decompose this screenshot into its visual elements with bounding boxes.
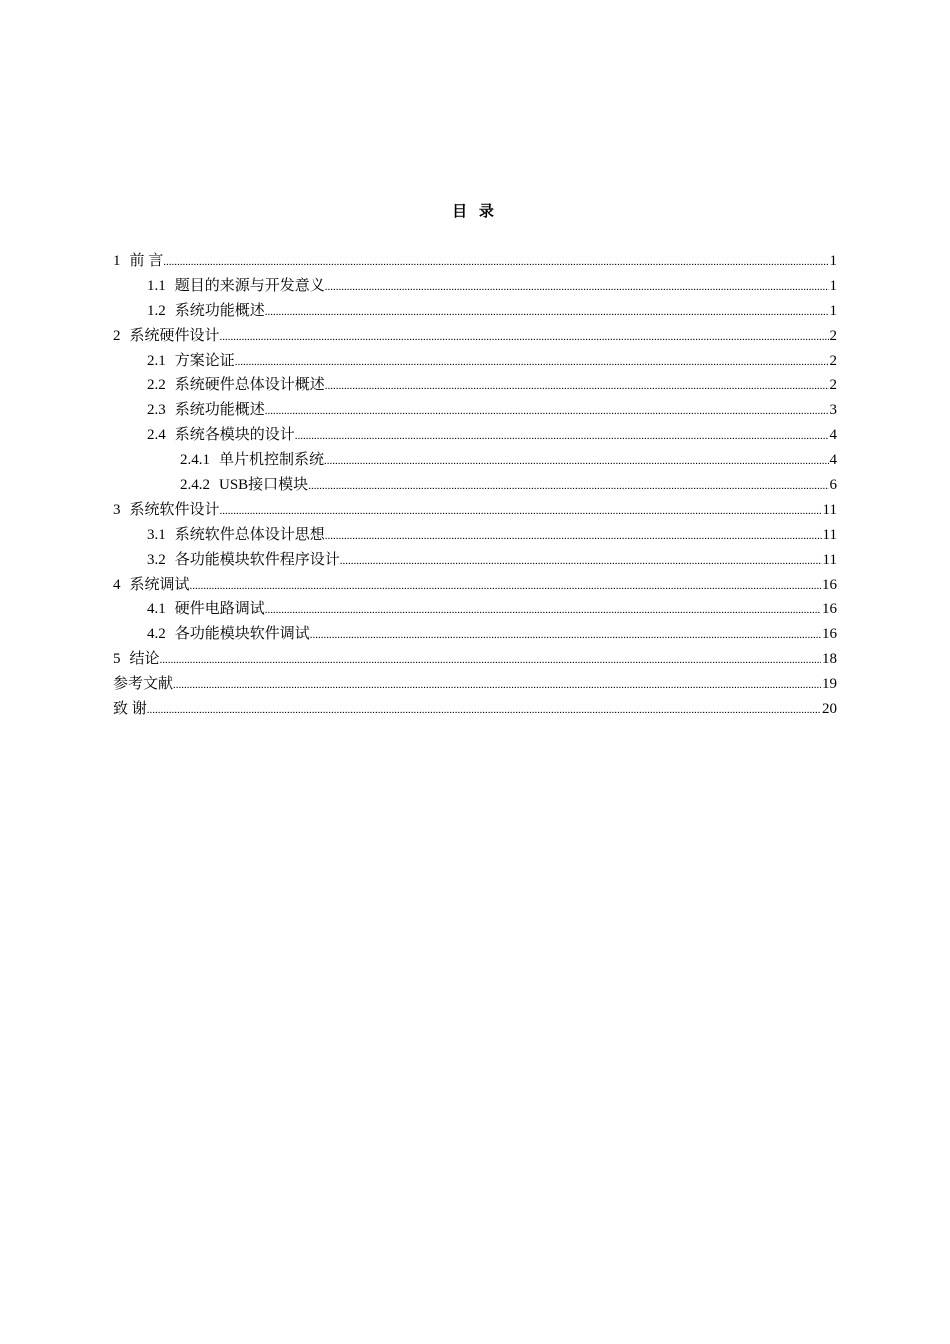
toc-entry-title: 系统功能概述 <box>174 402 265 419</box>
toc-dot-leader <box>190 574 821 599</box>
toc-entry-title: 系统功能概述 <box>174 302 265 319</box>
toc-entry-title: 参考文献 <box>113 676 174 693</box>
toc-entry-number: 1.2 <box>147 302 166 319</box>
toc-entry-number: 4.2 <box>147 626 166 643</box>
toc-entry-number: 4.1 <box>147 601 166 618</box>
toc-dot-leader <box>265 300 829 325</box>
toc-entry-page: 20 <box>822 701 837 718</box>
toc-dot-leader <box>265 399 829 424</box>
toc-entry[interactable] <box>113 349 837 374</box>
toc-dot-leader <box>340 549 822 574</box>
toc-entry[interactable] <box>113 672 837 697</box>
toc-dot-leader <box>173 673 821 698</box>
toc-entry-number: 2.4.2 <box>180 477 210 494</box>
toc-entry-page: 11 <box>822 551 837 568</box>
toc-entry-page: 3 <box>829 402 837 419</box>
toc-dot-leader <box>220 325 829 350</box>
toc-entry[interactable] <box>113 274 837 299</box>
toc-entry-page: 1 <box>829 302 837 319</box>
toc-entry-number: 1.1 <box>147 277 166 294</box>
toc-entry[interactable] <box>113 324 837 349</box>
toc-entry[interactable] <box>113 498 837 523</box>
toc-dot-leader <box>147 698 821 723</box>
toc-entry-number: 2 <box>113 327 121 344</box>
toc-entry-page: 2 <box>829 327 837 344</box>
toc-entry[interactable] <box>113 597 837 622</box>
toc-entry[interactable] <box>113 398 837 423</box>
toc-entry[interactable] <box>113 448 837 473</box>
toc-entry-number: 2.1 <box>147 352 166 369</box>
toc-dot-leader <box>295 424 829 449</box>
toc-dot-leader <box>235 350 829 375</box>
toc-entry-number: 5 <box>113 651 121 668</box>
toc-entry[interactable] <box>113 299 837 324</box>
toc-entry-page: 1 <box>829 253 837 269</box>
toc-entry-page: 18 <box>822 651 837 668</box>
toc-entry[interactable] <box>113 622 837 647</box>
toc-list <box>113 249 837 722</box>
toc-entry-number: 4 <box>113 576 121 593</box>
toc-entry-title: 系统硬件总体设计概述 <box>174 377 325 394</box>
toc-entry-title: 系统硬件设计 <box>129 327 220 344</box>
toc-entry[interactable] <box>113 523 837 548</box>
toc-entry-title: 系统软件设计 <box>129 501 220 518</box>
toc-entry-page: 19 <box>822 676 837 693</box>
toc-entry-number: 2.2 <box>147 377 166 394</box>
toc-entry-page: 2 <box>829 352 837 369</box>
toc-entry[interactable] <box>113 473 837 498</box>
toc-entry-page: 2 <box>829 377 837 394</box>
toc-dot-leader <box>163 250 828 275</box>
toc-entry[interactable] <box>113 647 837 672</box>
toc-entry-number: 2.3 <box>147 402 166 419</box>
toc-entry[interactable] <box>113 249 837 274</box>
toc-entry[interactable] <box>113 548 837 573</box>
toc-entry-title: 各功能模块软件调试 <box>174 626 310 643</box>
toc-dot-leader <box>160 648 821 673</box>
toc-entry[interactable] <box>113 573 837 598</box>
toc-entry-page: 16 <box>822 626 837 643</box>
toc-entry-number: 1 <box>113 253 121 269</box>
toc-entry-title: 结论 <box>129 651 160 668</box>
toc-dot-leader <box>310 623 821 648</box>
toc-dot-leader <box>325 374 829 399</box>
toc-entry-title: 系统软件总体设计思想 <box>174 526 325 543</box>
toc-dot-leader <box>220 499 822 524</box>
toc-entry-number: 3.1 <box>147 526 166 543</box>
toc-dot-leader <box>325 275 829 300</box>
toc-entry-page: 11 <box>822 501 837 518</box>
toc-title: 目 录 <box>452 204 498 220</box>
toc-entry-page: 1 <box>829 277 837 294</box>
toc-entry-page: 4 <box>829 452 837 469</box>
toc-entry-page: 16 <box>822 601 837 618</box>
toc-entry[interactable] <box>113 697 837 722</box>
toc-entry-page: 16 <box>822 576 837 593</box>
toc-entry-title: 前 言 <box>129 253 164 269</box>
toc-entry-title: 各功能模块软件程序设计 <box>174 551 340 568</box>
toc-entry-title: 致 谢 <box>113 701 147 718</box>
toc-entry-number: 3.2 <box>147 551 166 568</box>
toc-entry-title: 硬件电路调试 <box>174 601 265 618</box>
toc-entry-page: 4 <box>829 427 837 444</box>
toc-entry-number: 2.4 <box>147 427 166 444</box>
toc-entry-title: 题目的来源与开发意义 <box>174 277 325 294</box>
toc-entry-title: 系统各模块的设计 <box>174 427 295 444</box>
toc-entry[interactable] <box>113 373 837 398</box>
toc-entry-title: 方案论证 <box>174 352 235 369</box>
toc-dot-leader <box>265 598 821 623</box>
toc-entry-page: 6 <box>829 477 837 494</box>
toc-dot-leader <box>324 449 828 474</box>
toc-entry-title: USB接口模块 <box>219 477 309 494</box>
toc-dot-leader <box>325 524 822 549</box>
toc-entry-number: 3 <box>113 501 121 518</box>
toc-entry-title: 系统调试 <box>129 576 190 593</box>
toc-entry-number: 2.4.1 <box>180 452 210 469</box>
toc-dot-leader <box>308 474 828 499</box>
toc-entry-page: 11 <box>822 526 837 543</box>
toc-entry-title: 单片机控制系统 <box>219 452 325 469</box>
toc-entry[interactable] <box>113 423 837 448</box>
